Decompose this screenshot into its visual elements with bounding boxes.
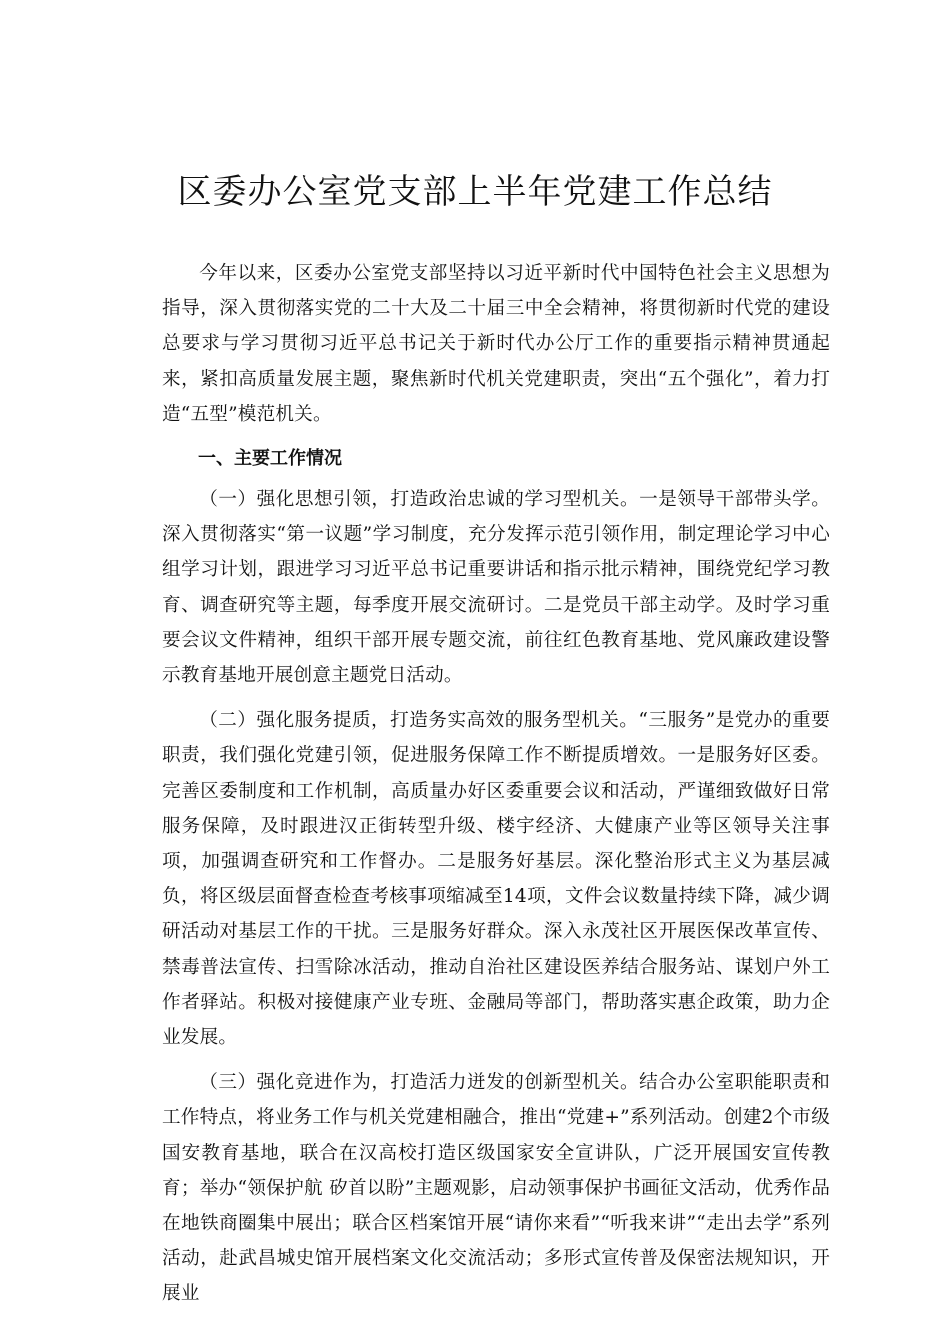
paragraph-2: （二）强化服务提质，打造务实高效的服务型机关。“三服务”是党办的重要职责，我们强化党建引领，促进服务保障工作不断提质增效。一是服务好区委。完善区委制度和工作机制，高质量办好区委重要会议和活动，严谨细致做好日常服务保障，及时跟进汉正街转型升级、楼宇经济、大健康产业等区领导关注事项，加强调查研究和工作督办。二是服务好基层。深化整治形式主义为基层减负，将区级层面督查检查考核事项缩减至14项，文件会议数量持续下降，减少调研活动对基层工作的干扰。三是服务好群众。深入永茂社区开展医保改革宣传、禁毒普法宣传、扫雪除冰活动，推动自治社区建设医养结合服务站、谋划户外工作者驿站。积极对接健康产业专班、金融局等部门，帮助落实惠企政策，助力企业发展。 (162, 710, 830, 1049)
section-heading: 一、主要工作情况 (198, 448, 342, 470)
document-body (162, 256, 830, 1322)
paragraph-1: （一）强化思想引领，打造政治忠诚的学习型机关。一是领导干部带头学。深入贯彻落实“第一议题”学习制度，充分发挥示范引领作用，制定理论学习中心组学习计划，跟进学习习近平总书记重要讲话和指示批示精神，围绕党纪学习教育、调查研究等主题，每季度开展交流研讨。二是党员干部主动学。及时学习重要会议文件精神，组织干部开展专题交流，前往红色教育基地、党风廉政建设警示教育基地开展创意主题党日活动。 (162, 489, 830, 687)
document-title: 区委办公室党支部上半年党建工作总结 (177, 172, 773, 212)
intro-paragraph: 今年以来，区委办公室党支部坚持以习近平新时代中国特色社会主义思想为指导，深入贯彻落实党的二十大及二十届三中全会精神，将贯彻新时代党的建设总要求与学习贯彻习近平总书记关于新时代办公厅工作的重要指示精神贯通起来，紧扣高质量发展主题，聚焦新时代机关党建职责，突出“五个强化”，着力打造“五型”模范机关。 (162, 263, 830, 425)
paragraph-3: （三）强化竞进作为，打造活力迸发的创新型机关。结合办公室职能职责和工作特点，将业务工作与机关党建相融合，推出“党建+”系列活动。创建2个市级国安教育基地，联合在汉高校打造区级国家安全宣讲队，广泛开展国安宣传教育；举办“领保护航 矽首以盼”主题观影，启动领事保护书画征文活动，优秀作品在地铁商圈集中展出；联合区档案馆开展“请你来看”“听我来讲”“走出去学”系列活动，赴武昌城史馆开展档案文化交流活动；多形式宣传普及保密法规知识，开展业 (162, 1072, 830, 1305)
